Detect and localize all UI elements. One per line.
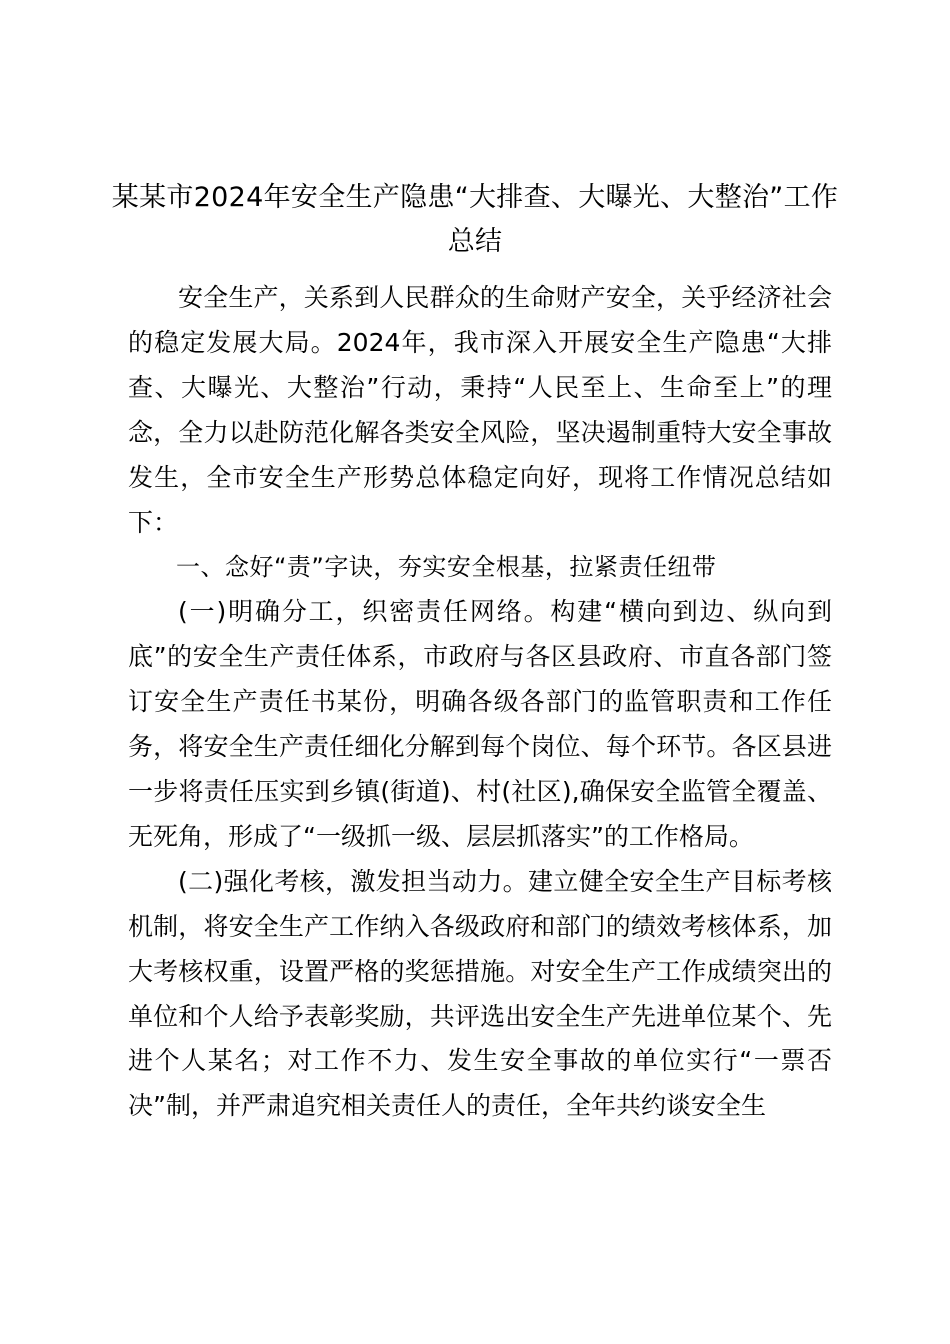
document-body <box>128 276 832 1129</box>
paragraph-1-2: (二)强化考核，激发担当动力。建立健全安全生产目标考核机制，将安全生产工作纳入各级政府和部门的绩效考核体系，加大考核权重，设置严格的奖惩措施。对安全生产工作成绩突出的单位和个人给予表彰奖励，共评选出安全生产先进单位某个、先进个人某名；对工作不力、发生安全事故的单位实行“一票否决”制，并严肃追究相关责任人的责任，全年共约谈安全生 <box>128 866 832 1121</box>
section-heading-1: 一、念好“责”字诀，夯实安全根基，拉紧责任纽带 <box>176 553 717 582</box>
intro-paragraph: 安全生产，关系到人民群众的生命财产安全，关乎经济社会的稳定发展大局。2024年，我市深入开展安全生产隐患“大排查、大曝光、大整治”行动，秉持“人民至上、生命至上”的理念，全力以赴防范化解各类安全风险，坚决遏制重特大安全事故发生，全市安全生产形势总体稳定向好，现将工作情况总结如下： <box>128 283 832 537</box>
paragraph-1-1: (一)明确分工，织密责任网络。构建“横向到边、纵向到底”的安全生产责任体系，市政府与各区县政府、市直各部门签订安全生产责任书某份，明确各级各部门的监管职责和工作任务，将安全生产责任细化分解到每个岗位、每个环节。各区县进一步将责任压实到乡镇(街道)、村(社区),确保安全监管全覆盖、无死角，形成了“一级抓一级、层层抓落实”的工作格局。 <box>128 597 832 851</box>
document-title: 某某市2024年安全生产隐患“大排查、大曝光、大整治”工作总结 <box>111 182 839 257</box>
